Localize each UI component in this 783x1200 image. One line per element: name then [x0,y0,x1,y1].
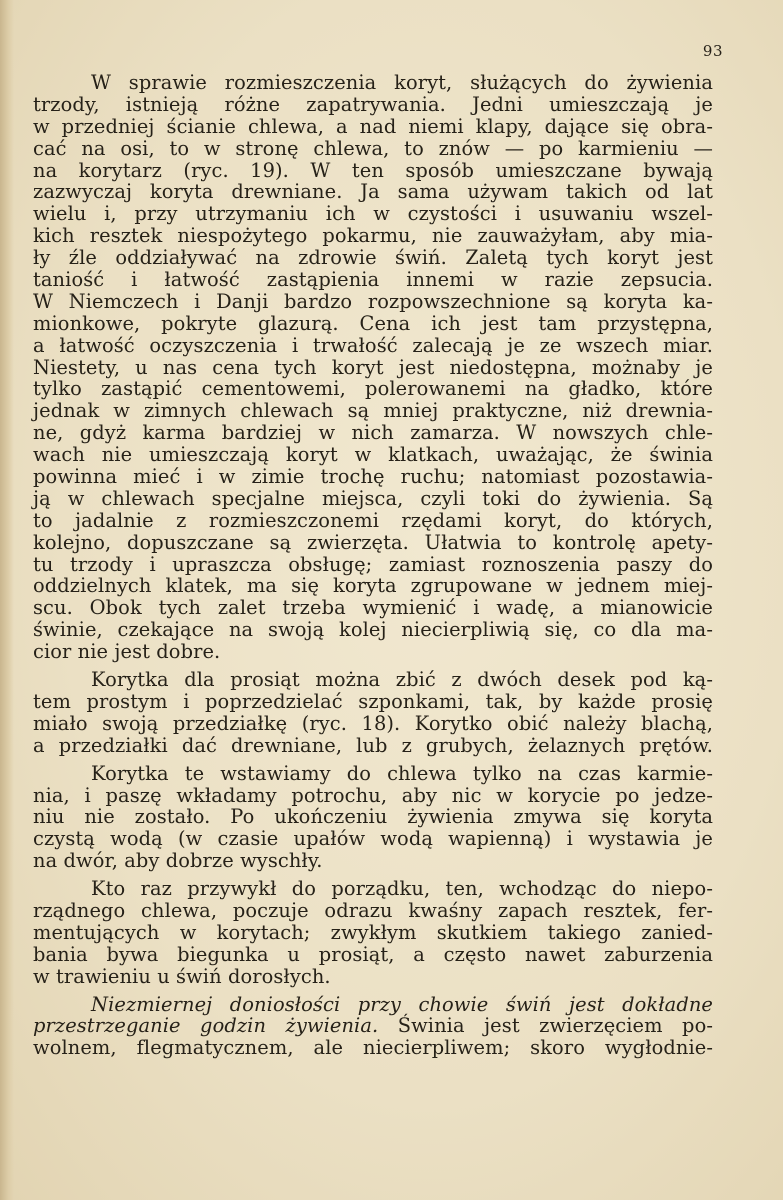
text-line: zazwyczaj koryta drewniane. Ja sama używam takich od lat [33,180,713,204]
text-line: miało swoją przedziałkę (ryc. 18). Korytko obić należy blachą, [33,711,713,735]
page-binding-edge [0,0,14,1200]
paragraph [33,994,713,1060]
text-line: tem prostym i poprzedzielać szponkami, tak, by każde prosię [33,689,713,713]
text-line: kich resztek niespożytego pokarmu, nie zauważyłam, aby miа- [33,224,713,248]
text-line: mionkowe, pokryte glazurą. Cena ich jest tam przystępna, [33,311,713,335]
italic-text-fragment: przestrzeganie godzin żywienia. [33,1014,398,1038]
text-line: jednak w zimnych chlewach są mniej praktyczne, niż drewnia- [33,399,713,423]
text-line: ły źle oddziaływać na zdrowie świń. Zaletą tych koryt jest [33,246,713,270]
text-line: tu trzody i upraszcza obsługę; zamiast roznoszenia paszy do [33,552,713,576]
text-line: wach nie umieszczają koryt w klatkach, uważając, że świnia [33,443,713,467]
text-line: W Niemczech i Danji bardzo rozpowszechnione są koryta ka- [33,289,713,313]
mixed-text-line [33,1015,713,1037]
text-line: rządnego chlewa, poczuje odrazu kwaśny zapach resztek, fer- [33,898,713,922]
text-line: na dwór, aby dobrze wyschły. [33,849,323,873]
body-text [33,72,713,1059]
italic-text-line: Niezmiernej doniosłości przy chowie świń jest dokładne [91,992,713,1016]
text-line: wolnem, flegmatycznem, ale niecierpliwem; skoro wygłodnie- [33,1036,713,1060]
text-line: Niestety, u nas cena tych koryt jest niedostępna, możnaby je [33,355,713,379]
text-line: tylko zastąpić cementowemi, polerowanemi na gładko, które [33,377,713,401]
text-line: a łatwość oczyszczenia i trwałość zalecają je ze wszech miar. [33,333,713,357]
text-line: w trawieniu u świń dorosłych. [33,964,331,988]
text-line: scu. Obok tych zalet trzeba wymienić i wadę, a mianowicie [33,596,713,620]
text-line: ją w chlewach specjalne miejsca, czyli toki do żywienia. Są [33,486,713,510]
text-line: trzody, istnieją różne zapatrywania. Jedni umieszczają je [33,92,713,116]
paragraph [33,669,713,757]
text-line: cać na osi, to w stronę chlewa, to znów — po karmieniu — [33,136,713,160]
text-line: ne, gdyż karma bardziej w nich zamarza. W nowszych chle- [33,421,713,445]
text-line: Kto raz przywykł do porządku, ten, wchodząc do niepo- [91,877,713,901]
text-line: oddzielnych klatek, ma się koryta zgrupowane w jednem miej- [33,574,713,598]
text-line: W sprawie rozmieszczenia koryt, służących do żywienia [91,71,713,94]
text-line: bania bywa biegunka u prosiąt, a często nawet zaburzenia [33,942,713,966]
text-line: powinna mieć i w zimie trochę ruchu; natomiast pozostawia- [33,465,713,489]
paragraph [33,878,713,987]
text-line: cior nie jest dobre. [33,640,221,664]
text-line: Korytka dla prosiąt można zbić z dwóch desek pod ką- [91,668,713,692]
text-line: nia, i paszę wkładamy potrochu, aby nic w korycie po jedze- [33,783,713,807]
text-line: świnie, czekające na swoją kolej niecierpliwią się, co dla ma- [33,618,713,642]
text-line: taniość i łatwość zastąpienia innemi w razie zepsucia. [33,268,713,292]
text-line: to jadalnie z rozmieszczonemi rzędami koryt, do których, [33,508,713,532]
text-line: mentujących w korytach; zwykłym skutkiem takiego zanied- [33,920,713,944]
text-line: w przedniej ścianie chlewa, a nad niemi klapy, dające się obra- [33,114,713,138]
text-line: kolejno, dopuszczane są zwierzęta. Ułatwia to kontrolę apety- [33,530,713,554]
paragraph [33,763,713,872]
page-number: 93 [702,42,723,60]
text-line: czystą wodą (w czasie upałów wodą wapienną) i wystawia je [33,827,713,851]
text-line: wielu i, przy utrzymaniu ich w czystości i usuwaniu wszel- [33,202,713,226]
text-line: a przedziałki dać drewniane, lub z grubych, żelaznych prętów. [33,733,713,757]
text-line: Korytka te wstawiamy do chlewa tylko na czas karmie- [91,761,713,785]
paragraph [33,72,713,663]
text-line: na korytarz (ryc. 19). W ten sposób umieszczane bywają [33,158,713,182]
text-fragment: Świnia jest zwierzęciem po- [397,1014,713,1038]
text-line: niu nie zostało. Po ukończeniu żywienia zmywa się koryta [33,805,713,829]
